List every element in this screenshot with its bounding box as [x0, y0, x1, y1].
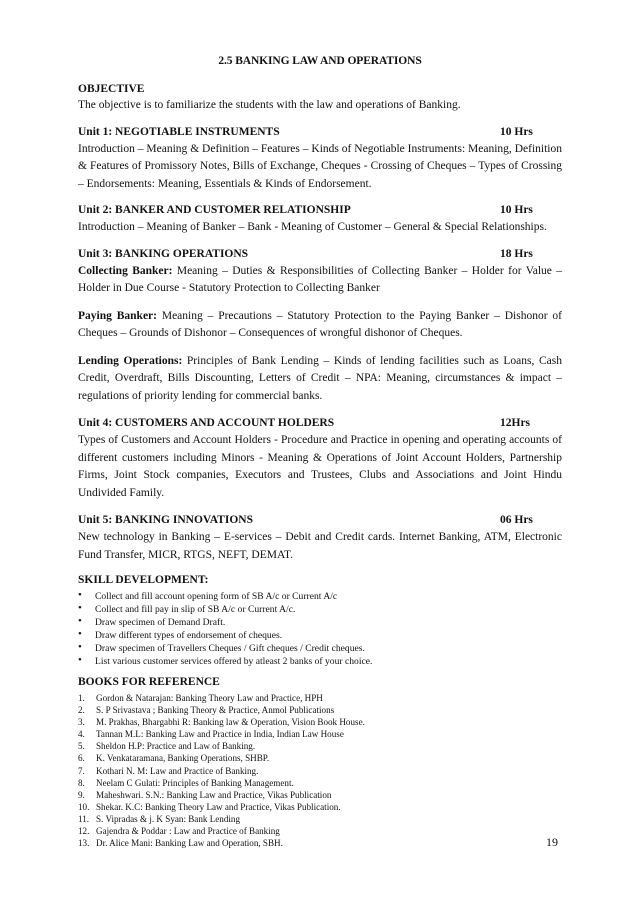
unit5-heading: Unit 5: BANKING INNOVATIONS — [78, 514, 253, 526]
books-section — [78, 675, 562, 849]
unit2-header — [78, 202, 562, 219]
list-item: • List various customer services offered by atleast 2 banks of your choice. — [78, 655, 562, 668]
objective-section — [78, 82, 562, 115]
books-heading: BOOKS FOR REFERENCE — [78, 676, 220, 688]
item-number: 12. — [78, 826, 90, 837]
unit2-text: Introduction – Meaning of Banker – Bank - Meaning of Customer – General & Special Relationships. — [78, 221, 547, 233]
item-number: 7. — [78, 765, 85, 776]
page-number: 19 — [546, 835, 558, 849]
item-text: Tannan M.L: Banking Law and Practice in India, Indian Law House — [96, 729, 344, 740]
item-number: 13. — [78, 838, 90, 849]
unit4-heading: Unit 4: CUSTOMERS AND ACCOUNT HOLDERS — [78, 417, 335, 429]
lending-operations-label: Lending Operations: — [78, 354, 183, 367]
unit5-text: New technology in Banking – E-services – Debit and Credit cards. Internet Banking, ATM, Electronic Fund Transfer, MICR, RTGS, NEFT, DEMAT. — [78, 531, 562, 561]
list-item — [78, 765, 562, 777]
unit1-hours: 10 Hrs — [500, 125, 533, 138]
list-item: • Collect and fill account opening form of SB A/c or Current A/c — [78, 590, 562, 603]
list-item — [78, 789, 562, 801]
item-text: S. P Srivastava ; Banking Theory & Practice, Anmol Publications — [96, 705, 335, 716]
skill-list — [78, 590, 562, 668]
unit2-hours: 10 Hrs — [500, 204, 533, 216]
list-item — [78, 728, 562, 740]
objective-text: The objective is to familiarize the students with the law and operations of Banking. — [78, 99, 461, 111]
list-item — [78, 704, 562, 716]
item-number: 10. — [78, 801, 90, 812]
collecting-banker-paragraph — [78, 263, 562, 298]
unit4-text: Types of Customers and Account Holders - Procedure and Practice in opening and operating accounts of different customers including Minors - Meaning & Operations of Joint Account Holders, Partnership Firms, Joint Stock companies, Executors and Trustees, Clubs and Associations and Joint Hindu Undivided Family. — [78, 434, 562, 499]
lending-operations-section — [78, 353, 562, 406]
item-number: 9. — [78, 789, 85, 800]
list-item — [78, 825, 562, 837]
paying-banker-section — [78, 308, 562, 343]
unit5-section — [78, 512, 562, 564]
list-item: • Draw different types of endorsement of cheques. — [78, 629, 562, 642]
paying-banker-label: Paying Banker: — [78, 309, 157, 322]
item-number: 4. — [78, 729, 85, 740]
unit1-heading: Unit 1: NEGOTIABLE INSTRUMENTS — [78, 125, 280, 138]
lending-operations-text: Principles of Bank Lending – Kinds of lending facilities such as Loans, Cash Credit, Overdraft, Bills Discounting, Letters of Credit – NPA: Meaning, circumstances & impact – regulations of priority lending for commercial banks. — [78, 354, 562, 402]
item-text: Maheshwari. S.N.: Banking Law and Practice, Vikas Publication — [96, 789, 332, 800]
paying-banker-text: Meaning – Precautions – Statutory Protection to the Paying Banker – Dishonor of Cheques – Grounds of Dishonor – Consequences of wrongful dishonor of Cheques. — [78, 309, 562, 339]
skill-heading: SKILL DEVELOPMENT: — [78, 574, 209, 586]
item-text: Gordon & Natarajan: Banking Theory Law and Practice, HPH — [96, 693, 323, 703]
unit4-header — [78, 415, 562, 432]
list-item — [78, 777, 562, 789]
collecting-banker-label: Collecting Banker: — [78, 264, 173, 277]
item-number: 6. — [78, 753, 85, 764]
list-item — [78, 837, 562, 849]
item-text: Dr. Alice Mani: Banking Law and Operation, SBH. — [96, 838, 283, 849]
list-item — [78, 740, 562, 752]
item-number: 11. — [78, 813, 90, 824]
unit2-heading: Unit 2: BANKER AND CUSTOMER RELATIONSHIP — [78, 204, 351, 216]
unit2-section — [78, 202, 562, 237]
item-text: Shekar. K.C: Banking Theory Law and Practice, Vikas Publication. — [96, 801, 341, 812]
lending-operations-paragraph — [78, 353, 562, 406]
unit1-section — [78, 124, 562, 194]
list-item: • Collect and fill pay in slip of SB A/c or Current A/c. — [78, 603, 562, 616]
item-number: 1. — [78, 693, 85, 703]
unit4-section — [78, 415, 562, 502]
list-item: • Draw specimen of Travellers Cheques / Gift cheques / Credit cheques. — [78, 642, 562, 655]
objective-heading: OBJECTIVE — [78, 83, 145, 95]
item-text: Sheldon H.P: Practice and Law of Banking. — [96, 741, 256, 752]
list-item — [78, 716, 562, 728]
item-text: M. Prakhas, Bhargabhi R: Banking law & Operation, Vision Book House. — [96, 717, 365, 728]
item-text: Neelam C Gulati: Principles of Banking Management. — [96, 777, 294, 788]
item-text: S. Vipradas & j. K Syan: Bank Lending — [96, 813, 241, 824]
unit3-heading: Unit 3: BANKING OPERATIONS — [78, 247, 249, 260]
paying-banker-paragraph — [78, 308, 562, 343]
item-number: 2. — [78, 705, 85, 716]
unit3-header — [78, 246, 562, 263]
item-number: 5. — [78, 741, 85, 752]
item-number: 8. — [78, 777, 85, 788]
unit5-hours: 06 Hrs — [500, 514, 533, 526]
list-item — [78, 813, 562, 825]
list-item — [78, 752, 562, 764]
list-item: • Draw specimen of Demand Draft. — [78, 616, 562, 629]
item-number: 3. — [78, 717, 85, 728]
syllabus-page — [78, 55, 562, 858]
skill-development-section — [78, 573, 562, 668]
item-text: Kothari N. M: Law and Practice of Banking. — [96, 765, 259, 776]
item-text: K. Venkataramana, Banking Operations, SHBP. — [96, 753, 270, 764]
collecting-banker-text: Meaning – Duties & Responsibilities of Collecting Banker – Holder for Value – Holder in Due Course - Statutory Protection to Collecting Banker — [78, 264, 563, 294]
list-item — [78, 801, 562, 813]
page-title: 2.5 BANKING LAW AND OPERATIONS — [218, 55, 422, 67]
unit5-header — [78, 512, 562, 529]
item-text: Gajendra & Poddar : Law and Practice of Banking — [96, 826, 280, 837]
unit3-section — [78, 246, 562, 298]
books-list — [78, 692, 562, 849]
unit4-hours: 12Hrs — [500, 417, 531, 429]
list-item — [78, 692, 562, 704]
unit1-header — [78, 124, 562, 141]
unit1-text: Introduction – Meaning & Definition – Features – Kinds of Negotiable Instruments: Meaning, Definition & Features of Promissory Notes, Bills of Exchange, Cheques - Crossing of Cheques – Types of Crossing – Endorsements: Meaning, Essentials & Kinds of Endorsement. — [78, 142, 562, 190]
unit3-hours: 18 Hrs — [500, 247, 533, 260]
